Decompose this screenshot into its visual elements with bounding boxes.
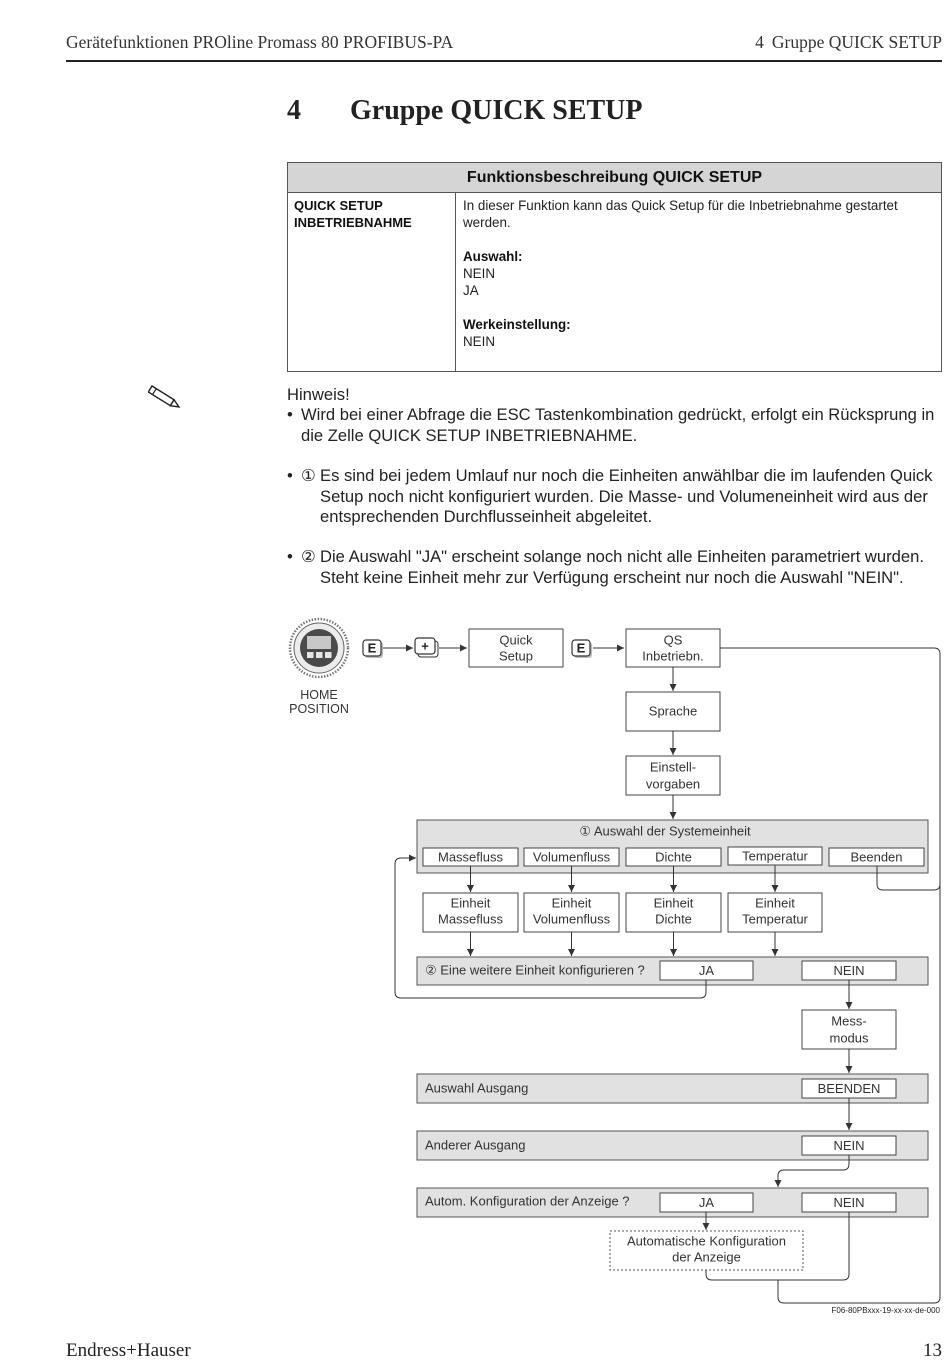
box-label: Einheit bbox=[551, 895, 592, 911]
header-section-number: 4 bbox=[755, 32, 764, 52]
default-label: Werkeinstellung: bbox=[463, 317, 571, 332]
box-label: Automatische Konfiguration bbox=[627, 1233, 786, 1249]
output-select-panel bbox=[417, 1074, 928, 1103]
unit-step-box bbox=[524, 893, 619, 932]
box-label: Einheit bbox=[450, 895, 491, 911]
unit-option: Volumenfluss bbox=[532, 849, 611, 865]
bullet-marker: ② bbox=[301, 547, 316, 566]
box-label: Einstell- bbox=[649, 759, 697, 775]
chapter-title: Gruppe QUICK SETUP bbox=[350, 95, 643, 126]
panel-value: BEENDEN bbox=[817, 1081, 881, 1096]
box-label: Temperatur bbox=[742, 911, 808, 927]
display-autoconfig-step-box bbox=[610, 1231, 803, 1270]
box-label: QS bbox=[663, 632, 683, 648]
note-bullet bbox=[287, 547, 945, 588]
answer-no: NEIN bbox=[833, 1195, 865, 1210]
bullet-text: Die Auswahl "JA" erscheint solange noch nicht alle Einheiten parametriert wurden. Steht keine Einheit mehr zur Verfügung erscheint nur noch die Auswahl "NEIN". bbox=[320, 547, 924, 587]
selection-group bbox=[463, 248, 934, 299]
enter-key-icon bbox=[572, 640, 592, 658]
bullet-text: Wird bei einer Abfrage die ESC Tastenkombination gedrückt, erfolgt ein Rücksprung in die Zelle QUICK SETUP INBETRIEBNAHME. bbox=[301, 405, 935, 445]
table-row bbox=[288, 193, 941, 371]
box-label: Massefluss bbox=[437, 911, 504, 927]
system-unit-panel bbox=[417, 820, 928, 873]
bullet-dot: • bbox=[287, 405, 293, 424]
answer-yes: JA bbox=[698, 963, 715, 978]
key-label: E bbox=[367, 640, 377, 656]
unit-step-box bbox=[626, 893, 721, 932]
panel-title: ① Auswahl der Systemeinheit bbox=[579, 823, 751, 839]
plus-key-icon bbox=[415, 638, 438, 657]
note-heading: Hinweis! bbox=[287, 385, 350, 404]
panel-value: NEIN bbox=[833, 1138, 865, 1153]
panel-label: Anderer Ausgang bbox=[425, 1137, 526, 1153]
home-label: POSITION bbox=[289, 702, 349, 716]
page-number: 13 bbox=[923, 1340, 942, 1361]
box-label: Inbetriebn. bbox=[642, 648, 704, 664]
panel-question: ② Eine weitere Einheit konfigurieren ? bbox=[425, 962, 645, 978]
note-bullet bbox=[287, 405, 945, 446]
selection-option: JA bbox=[463, 283, 479, 298]
unit-step-box bbox=[728, 893, 822, 932]
presets-box bbox=[626, 756, 720, 795]
key-label: E bbox=[576, 640, 586, 656]
figure-code: F06-80PBxxx-19-xx-xx-de-000 bbox=[831, 1306, 940, 1315]
pencil-icon bbox=[148, 381, 188, 411]
answer-yes: JA bbox=[698, 1195, 715, 1210]
bullet-dot: • bbox=[287, 466, 293, 485]
unit-option: Massefluss bbox=[437, 849, 504, 865]
unit-step-box bbox=[423, 893, 518, 932]
description-text: In dieser Funktion kann das Quick Setup für die Inbetriebnahme gestartet werden. bbox=[463, 198, 898, 230]
selection-option: NEIN bbox=[463, 266, 495, 281]
header-section-title: Gruppe QUICK SETUP bbox=[771, 32, 942, 52]
box-label: modus bbox=[829, 1030, 869, 1046]
display-autoconfig-panel bbox=[417, 1188, 928, 1217]
box-label: Einheit bbox=[653, 895, 694, 911]
header-rule bbox=[66, 60, 942, 62]
unit-option: Temperatur bbox=[742, 848, 808, 864]
bullet-dot: • bbox=[287, 547, 293, 566]
qs-inbetriebnahme-box bbox=[626, 629, 720, 667]
bullet-text: Es sind bei jedem Umlauf nur noch die Einheiten anwählbar die im laufenden Quick Setup noch nicht konfiguriert wurden. Die Masse- und Volumeneinheit wird aus der entsprechenden Durchflusseinheit abgeleitet. bbox=[320, 466, 933, 526]
box-label: der Anzeige bbox=[672, 1249, 741, 1265]
box-label: Dichte bbox=[655, 911, 692, 927]
device-display-icon bbox=[290, 619, 348, 677]
panel-question: Autom. Konfiguration der Anzeige ? bbox=[425, 1193, 630, 1209]
function-name-cell bbox=[288, 193, 456, 371]
note-bullet bbox=[287, 466, 945, 528]
enter-key-icon bbox=[363, 640, 383, 658]
running-header-right bbox=[755, 31, 942, 53]
function-table bbox=[287, 162, 942, 372]
quick-setup-flowchart bbox=[280, 610, 950, 1330]
unit-option: Beenden bbox=[850, 849, 903, 865]
box-label: Einheit bbox=[755, 895, 795, 911]
box-label: Sprache bbox=[648, 703, 698, 719]
selection-label: Auswahl: bbox=[463, 249, 523, 264]
default-group bbox=[463, 316, 934, 350]
quick-setup-box bbox=[469, 629, 563, 667]
key-label: + bbox=[421, 638, 429, 654]
function-name-line: QUICK SETUP bbox=[294, 198, 383, 213]
table-heading: Funktionsbeschreibung QUICK SETUP bbox=[288, 163, 941, 193]
answer-no: NEIN bbox=[833, 963, 865, 978]
measuring-mode-box bbox=[802, 1010, 896, 1049]
function-description-cell bbox=[456, 193, 941, 371]
home-label: HOME bbox=[300, 688, 338, 702]
default-value: NEIN bbox=[463, 334, 495, 349]
running-header-left: Gerätefunktionen PROline Promass 80 PROFIBUS-PA bbox=[66, 32, 454, 52]
box-label: vorgaben bbox=[645, 776, 701, 792]
box-label: Volumenfluss bbox=[532, 911, 611, 927]
function-name-line: INBETRIEBNAHME bbox=[294, 215, 412, 230]
other-output-panel bbox=[417, 1131, 928, 1160]
box-label: Mess- bbox=[831, 1013, 867, 1029]
box-label: Setup bbox=[499, 648, 533, 664]
footer-brand: Endress+Hauser bbox=[66, 1340, 191, 1361]
language-box bbox=[626, 692, 720, 731]
bullet-marker: ① bbox=[301, 466, 316, 485]
box-label: Quick bbox=[499, 632, 533, 648]
unit-option: Dichte bbox=[655, 849, 692, 865]
another-unit-panel bbox=[417, 957, 928, 985]
panel-label: Auswahl Ausgang bbox=[425, 1080, 529, 1096]
chapter-number: 4 bbox=[287, 95, 301, 126]
